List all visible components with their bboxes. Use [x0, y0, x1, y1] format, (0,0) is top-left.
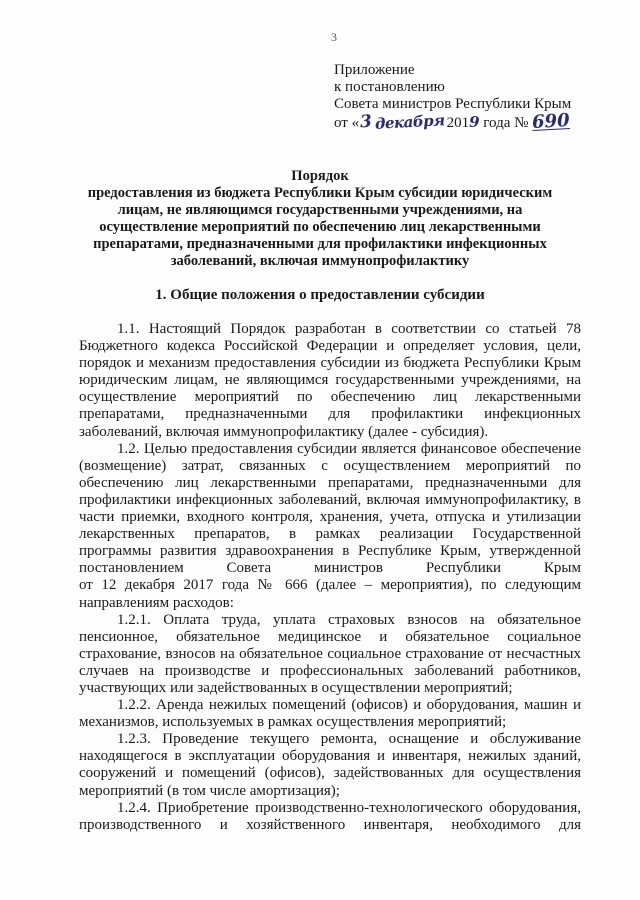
appendix-line: Совета министров Республики Крым	[334, 96, 572, 112]
title-line: Порядок	[291, 168, 349, 184]
paragraph-1-2-1	[79, 612, 581, 697]
paragraph-line: (возмещение) затрат, связанных с осуществлением мероприятий по	[79, 457, 581, 474]
paragraph-line: случаев на производстве и профессиональных заболеваний работников,	[79, 662, 581, 679]
paragraph-line: пенсионное, обязательное медицинское и обязательное социальное	[79, 628, 581, 645]
appendix-line: к постановлению	[334, 79, 445, 95]
paragraph-line: 1.2.3. Проведение текущего ремонта, оснащение и обслуживание	[117, 731, 581, 748]
paragraph-line: 1.2.1. Оплата труда, уплата страховых взносов на обязательное	[117, 611, 581, 628]
paragraph-line: участвующих или задействованных в осуществлении мероприятий;	[79, 679, 513, 696]
appendix-line: Приложение	[334, 62, 415, 78]
appendix-date-line	[334, 110, 571, 133]
title-line: осуществление мероприятий по обеспечению лиц лекарственными	[99, 219, 541, 235]
paragraph-line: сооружений и помещений (офисов), задействованных для осуществления	[79, 765, 581, 782]
paragraph-line: 1.2. Целью предоставления субсидии является финансовое обеспечение	[117, 440, 581, 457]
title-line: предоставления из бюджета Республики Крым субсидии юридическим	[87, 185, 553, 201]
paragraph-line: страхование, взносов на обязательное социальное страхование от несчастных	[79, 645, 581, 662]
handwritten-month: декабря	[374, 111, 445, 133]
paragraph-line: программы развития здравоохранения в Республике Крым, утвержденной	[79, 543, 581, 560]
paragraph-line: порядок и механизм предоставления субсидии из бюджета Республики Крым	[79, 355, 581, 372]
paragraph-line: 1.1. Настоящий Порядок разработан в соответствии со статьей 78	[117, 321, 581, 337]
handwritten-decree-number: 690	[531, 110, 571, 133]
paragraph-1-2	[79, 441, 581, 612]
paragraph-line: находящегося в эксплуатации оборудования и инвентаря, нежилых зданий,	[79, 748, 581, 765]
body-text	[79, 321, 581, 834]
paragraph-line: механизмов, используемых в рамках осуществления мероприятий;	[79, 714, 507, 731]
paragraph-line: заболеваний, включая иммунопрофилактику (далее - субсидия).	[79, 423, 489, 440]
paragraph-line: постановлением Совета министров Республики Крым	[79, 560, 581, 577]
paragraph-line: лекарственных препаратов, в рамках реализации Государственной	[79, 526, 581, 543]
paragraph-line: мероприятий (в том числе амортизация);	[79, 782, 340, 799]
paragraph-line: профилактики инфекционных заболеваний, включая иммунопрофилактику, в	[79, 491, 581, 508]
paragraph-line: производственного и хозяйственного инвентаря, необходимого для	[79, 816, 581, 833]
handwritten-year-digit: 9	[469, 113, 480, 131]
paragraph-line: препаратами, предназначенными для профилактики инфекционных	[79, 406, 581, 423]
paragraph-line: осуществление мероприятий по обеспечению лиц лекарственными	[79, 389, 581, 406]
paragraph-line: направлениям расходов:	[79, 594, 234, 611]
paragraph-line: юридическим лицам, не являющимся государственными учреждениями, на	[79, 372, 581, 389]
paragraph-1-2-2	[79, 697, 581, 731]
date-year-prefix: 201	[446, 115, 470, 131]
document-title	[70, 168, 570, 270]
date-year-suffix: года №	[479, 115, 529, 131]
paragraph-1-2-4	[79, 800, 581, 834]
page-number: 3	[331, 30, 337, 44]
title-line: препаратами, предназначенными для профилактики инфекционных	[93, 236, 547, 252]
title-line: заболеваний, включая иммунопрофилактику	[170, 253, 470, 269]
appendix-header	[334, 62, 571, 132]
date-handwritten-segment	[359, 111, 446, 133]
paragraph-line: Бюджетного кодекса Российской Федерации и определяет условия, цели,	[79, 338, 581, 355]
paragraph-1-1	[79, 321, 581, 441]
paragraph-line: 1.2.4. Приобретение производственно-технологического оборудования,	[117, 799, 581, 816]
date-prefix: от «	[334, 115, 360, 131]
section-heading: 1. Общие положения о предоставлении субсидии	[155, 287, 485, 303]
handwritten-day: 3	[359, 111, 373, 133]
paragraph-line: 1.2.2. Аренда нежилых помещений (офисов) и оборудования, машин и	[117, 697, 581, 714]
paragraph-line: обеспечению лиц лекарственными препаратами, предназначенными для	[79, 474, 581, 491]
paragraph-line: от 12 декабря 2017 года № 666 (далее – мероприятия), по следующим	[79, 577, 581, 594]
paragraph-1-2-3	[79, 731, 581, 799]
paragraph-line: части приемки, входного контроля, хранения, учета, отпуска и утилизации	[79, 509, 581, 526]
title-line: лицам, не являющимся государственными учреждениями, на	[117, 202, 523, 218]
